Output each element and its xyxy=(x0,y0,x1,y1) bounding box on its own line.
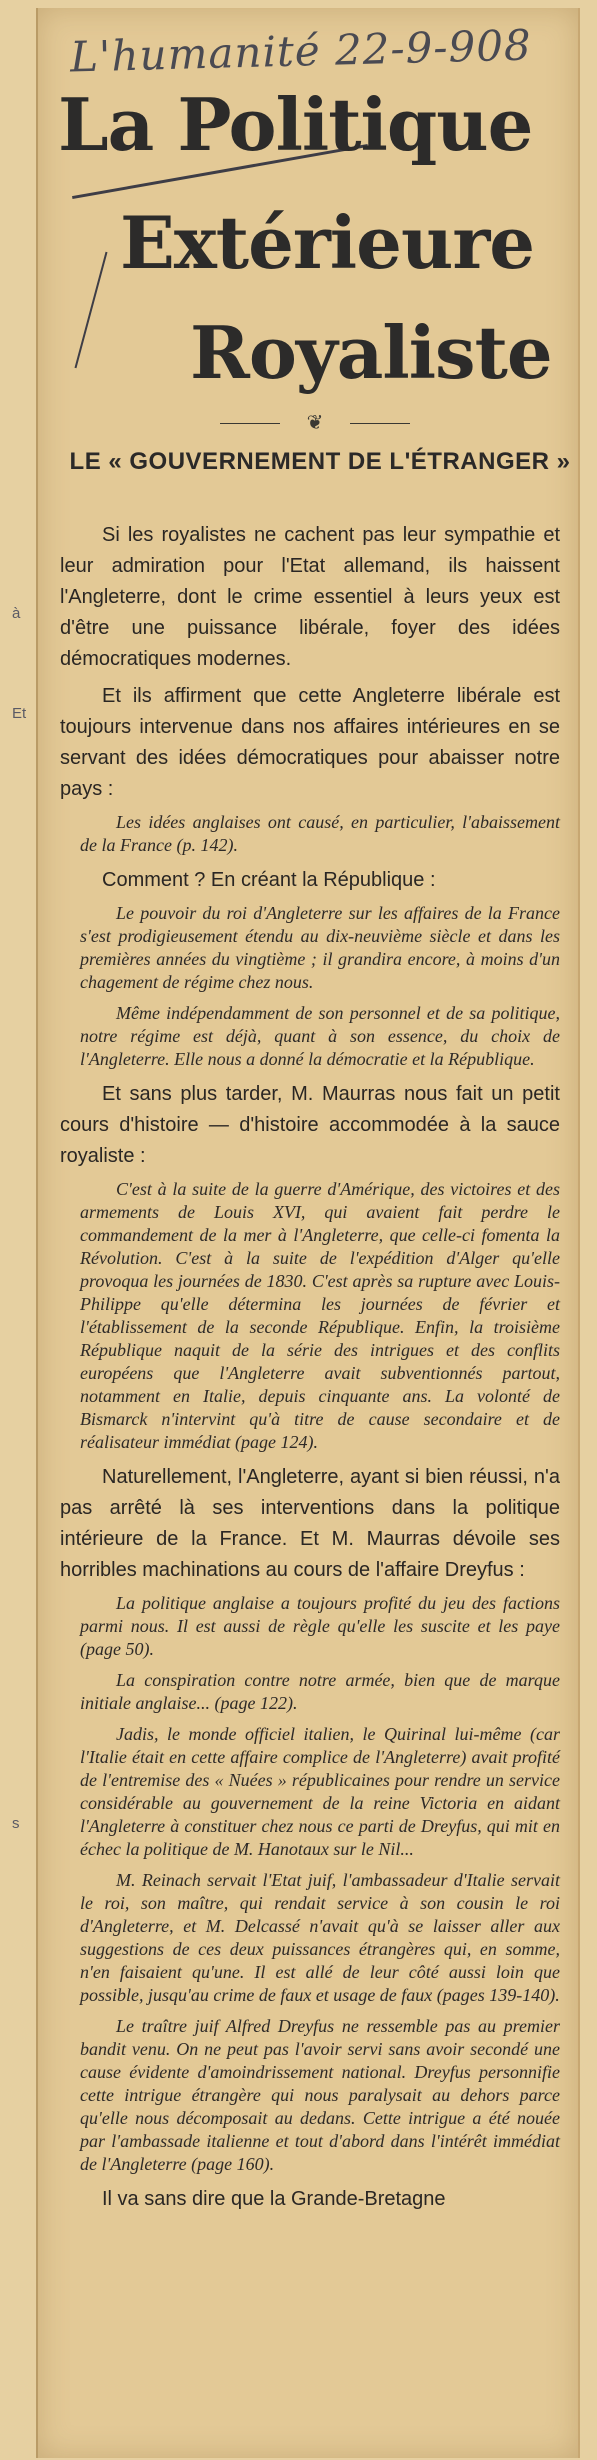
body-paragraph: Il va sans dire que la Grande-Bretagne xyxy=(102,2188,446,2210)
quoted-passage: Jadis, le monde officiel italien, le Quirinal lui-même (car l'Italie était en cette affaire complice de l'Angleterre) avait profité de l'entremise des « Nuées » républicaines pour rendre un service considérable au gouvernement de la reine Victoria en aidant l'Angleterre à constituer chez nous ce parti de Dreyfus, qui mit en échec la politique de M. Hanotaux sur le Nil... xyxy=(80,1724,560,1859)
ornament-divider: ❦ xyxy=(240,410,390,435)
quoted-passage: Le pouvoir du roi d'Angleterre sur les affaires de la France s'est prodigieusement étendu au dix-neuvième siècle et dans les premières années du vingtième ; il grandira encore, à moins d'un chagement de régime chez nous. xyxy=(80,903,560,992)
body-paragraph: Comment ? En créant la République : xyxy=(102,869,436,891)
quoted-passage: Le traître juif Alfred Dreyfus ne ressemble pas au premier bandit venu. On ne peut pas l'avoir servi sans avoir secondé une cause évidente d'amoindrissement national. Dreyfus personnifie cette intrigue étrangère qui nous paralysait au dehors parce qu'elle nous décomposait au dedans. Cette intrigue a été nouée par l'ambassade italienne et tout d'abord dans l'intérêt immédiat de l'Angleterre (page 160). xyxy=(80,2016,560,2174)
body-paragraph: Naturellement, l'Angleterre, ayant si bien réussi, n'a pas arrêté là ses interventions dans la politique intérieure de la France. Et M. Maurras dévoile ses horribles machinations au cours de l'affaire Dreyfus : xyxy=(60,1466,560,1581)
body-paragraph: Et ils affirment que cette Angleterre libérale est toujours intervenue dans nos affaires intérieures en se servant des idées démocratiques pour abaisser notre pays : xyxy=(60,685,560,800)
headline-line-2: Extérieure xyxy=(120,200,535,285)
subheading: LE « GOUVERNEMENT DE L'ÉTRANGER » xyxy=(69,448,571,475)
headline-line-1: La Politique xyxy=(58,82,533,167)
margin-mark: à xyxy=(12,605,21,622)
handwritten-masthead: L'humanité 22-9-908 xyxy=(69,20,533,82)
quoted-passage: La politique anglaise a toujours profité du jeu des factions parmi nous. Il est aussi de règle qu'elle les suscite et les paye (page 50). xyxy=(80,1593,560,1659)
body-paragraph: Et sans plus tarder, M. Maurras nous fait un petit cours d'histoire — d'histoire accommodée à la sauce royaliste : xyxy=(60,1083,560,1167)
quoted-passage: Les idées anglaises ont causé, en particulier, l'abaissement de la France (p. 142). xyxy=(80,812,560,855)
headline-line-3: Royaliste xyxy=(190,310,552,395)
quoted-passage: M. Reinach servait l'Etat juif, l'ambassadeur d'Italie servait le roi, son maître, qui rendait service à son cousin le roi d'Angleterre, et M. Delcassé n'avait qu'à se laisser aller aux suggestions de ces deux puissances étrangères qui, en somme, n'en faisaient qu'une. Il est allé de leur côté aussi loin que possible, jusqu'au crime de faux et usage de faux (pages 139-140). xyxy=(80,1870,560,2005)
quoted-passage: Même indépendamment de son personnel et de sa politique, notre régime est déjà, quant à son essence, du choix de l'Angleterre. Elle nous a donné la démocratie et la République. xyxy=(80,1003,560,1069)
margin-mark: Et xyxy=(12,705,27,722)
article-body xyxy=(60,520,560,2221)
body-paragraph: Si les royalistes ne cachent pas leur sympathie et leur admiration pour l'Etat allemand, ils haissent l'Angleterre, dont le crime essentiel à leurs yeux est d'être une puissance libérale, foyer des idées démocratiques modernes. xyxy=(60,524,560,670)
margin-mark: s xyxy=(12,1815,20,1832)
quoted-passage: C'est à la suite de la guerre d'Amérique, des victoires et des armements de Louis XVI, qui avaient fait perdre le commandement de la mer à l'Angleterre, que celle-ci fomenta la Révolution. C'est à la suite de l'expédition d'Alger qu'elle provoqua les journées de 1830. C'est après sa rupture avec Louis-Philippe qu'elle détermina les journées de février et l'établissement de la seconde République. Enfin, la troisième République naquit de la série des intrigues et des conflits européens que l'Angleterre avait subventionnés partout, notamment en Italie, depuis cinquante ans. La volonté de Bismarck n'intervint qu'à titre de cause secondaire et de réalisateur immédiat (page 124). xyxy=(80,1179,560,1452)
quoted-passage: La conspiration contre notre armée, bien que de marque initiale anglaise... (page 122). xyxy=(80,1670,560,1713)
